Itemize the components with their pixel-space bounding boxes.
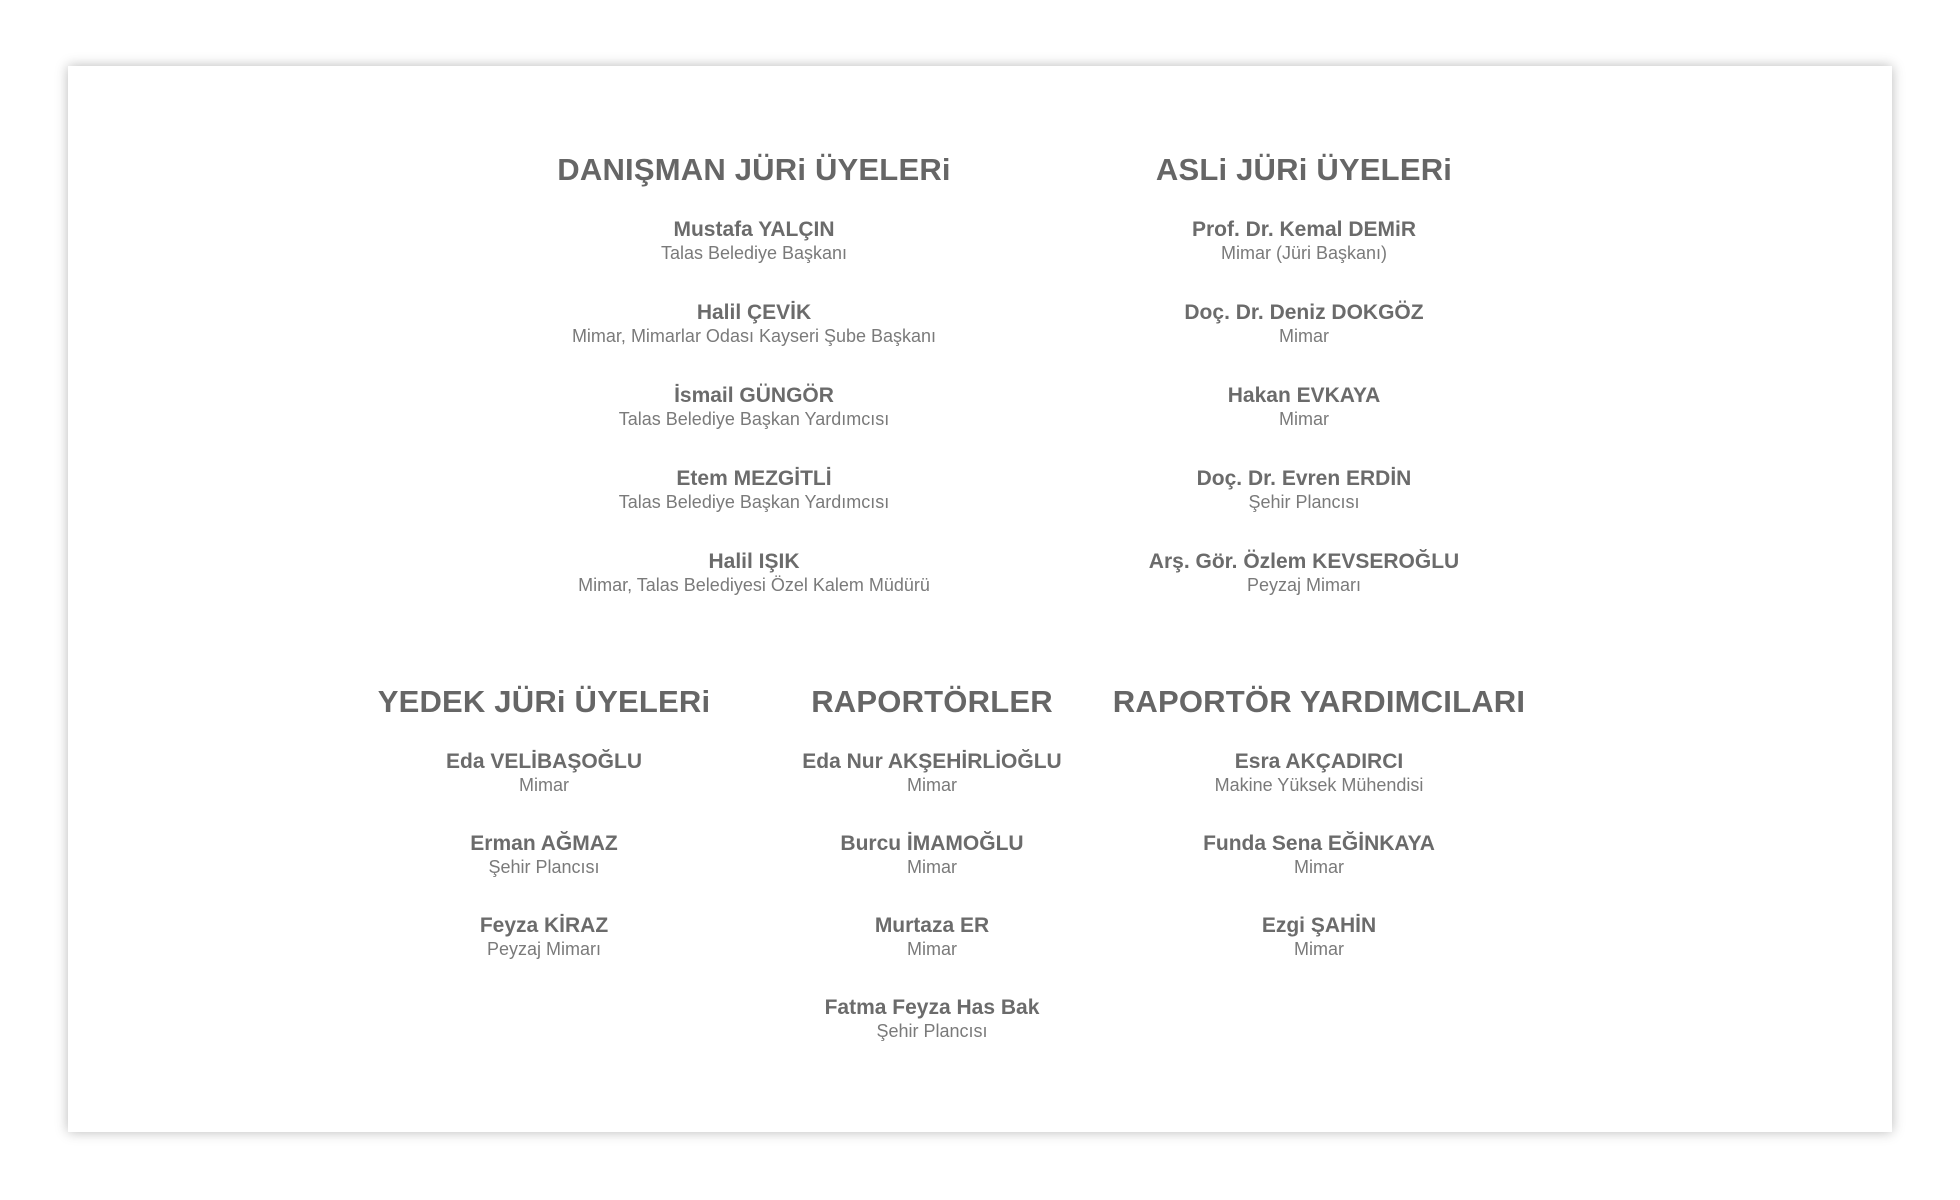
member-item (692, 996, 1172, 1078)
member-role: Peyzaj Mimarı (1246, 575, 1362, 595)
member-name: Erman AĞMAZ (470, 832, 618, 855)
member-item (1084, 914, 1554, 996)
member-item (464, 218, 1044, 301)
member-name: Fatma Feyza Has Bak (824, 996, 1040, 1019)
member-name: Ezgi ŞAHİN (1261, 914, 1377, 937)
member-role: Mimar (Jüri Başkanı) (1220, 243, 1388, 263)
member-item (1014, 467, 1594, 550)
member-role: Şehir Plancısı (488, 857, 600, 877)
member-item (344, 914, 744, 996)
member-role: Mimar, Mimarlar Odası Kayseri Şube Başkanı (571, 326, 937, 346)
member-item (1014, 384, 1594, 467)
member-item (344, 832, 744, 914)
member-item (1014, 550, 1594, 633)
member-role: Mimar (519, 775, 569, 795)
member-role: Şehir Plancısı (876, 1021, 988, 1041)
member-name: Arş. Gör. Özlem KEVSEROĞLU (1148, 550, 1460, 573)
member-name: Doç. Dr. Deniz DOKGÖZ (1184, 301, 1424, 324)
member-role: Talas Belediye Başkan Yardımcısı (618, 409, 890, 429)
member-role: Mimar (1279, 326, 1329, 346)
member-name: Halil ÇEVİK (696, 301, 812, 324)
member-item (344, 750, 744, 832)
member-name: Doç. Dr. Evren ERDİN (1196, 467, 1412, 490)
member-name: Funda Sena EĞİNKAYA (1203, 832, 1435, 855)
member-name: Eda Nur AKŞEHİRLİOĞLU (802, 750, 1062, 773)
member-list (1084, 750, 1554, 996)
member-name: Feyza KİRAZ (479, 914, 609, 937)
section-title: YEDEK JÜRi ÜYELERi (377, 684, 711, 719)
section-title: RAPORTÖR YARDIMCILARI (1112, 684, 1526, 719)
member-role: Mimar (1279, 409, 1329, 429)
member-role: Mimar (1294, 939, 1344, 959)
member-name: Eda VELİBAŞOĞLU (445, 750, 643, 773)
member-role: Peyzaj Mimarı (486, 939, 602, 959)
member-role: Mimar (907, 857, 957, 877)
danisman-section (464, 152, 1044, 633)
yardimcilar-section (1084, 684, 1554, 996)
jury-card (68, 66, 1892, 1132)
member-list (344, 750, 744, 996)
section-title: DANIŞMAN JÜRi ÜYELERi (557, 152, 951, 187)
member-role: Makine Yüksek Mühendisi (1214, 775, 1424, 795)
member-name: Murtaza ER (874, 914, 990, 937)
member-item (1084, 750, 1554, 832)
member-item (1014, 301, 1594, 384)
member-item (464, 550, 1044, 633)
member-name: İsmail GÜNGÖR (674, 384, 834, 407)
member-name: Halil IŞIK (708, 550, 800, 573)
member-role: Mimar (907, 939, 957, 959)
member-role: Mimar (1294, 857, 1344, 877)
member-item (1014, 218, 1594, 301)
member-name: Prof. Dr. Kemal DEMiR (1191, 218, 1417, 241)
member-role: Talas Belediye Başkan Yardımcısı (618, 492, 890, 512)
member-name: Hakan EVKAYA (1227, 384, 1381, 407)
member-name: Burcu İMAMOĞLU (840, 832, 1024, 855)
member-item (464, 467, 1044, 550)
member-role: Mimar (907, 775, 957, 795)
member-role: Mimar, Talas Belediyesi Özel Kalem Müdürü (578, 575, 930, 595)
section-title: ASLi JÜRi ÜYELERi (1155, 152, 1453, 187)
member-name: Esra AKÇADIRCI (1234, 750, 1404, 773)
member-list (464, 218, 1044, 633)
yedek-section (344, 684, 744, 996)
member-list (1014, 218, 1594, 633)
member-role: Şehir Plancısı (1248, 492, 1360, 512)
section-title: RAPORTÖRLER (811, 684, 1053, 719)
member-role: Talas Belediye Başkanı (660, 243, 848, 263)
asli-section (1014, 152, 1594, 633)
member-item (1084, 832, 1554, 914)
member-name: Mustafa YALÇIN (673, 218, 835, 241)
member-name: Etem MEZGİTLİ (676, 467, 832, 490)
member-item (464, 301, 1044, 384)
member-item (464, 384, 1044, 467)
